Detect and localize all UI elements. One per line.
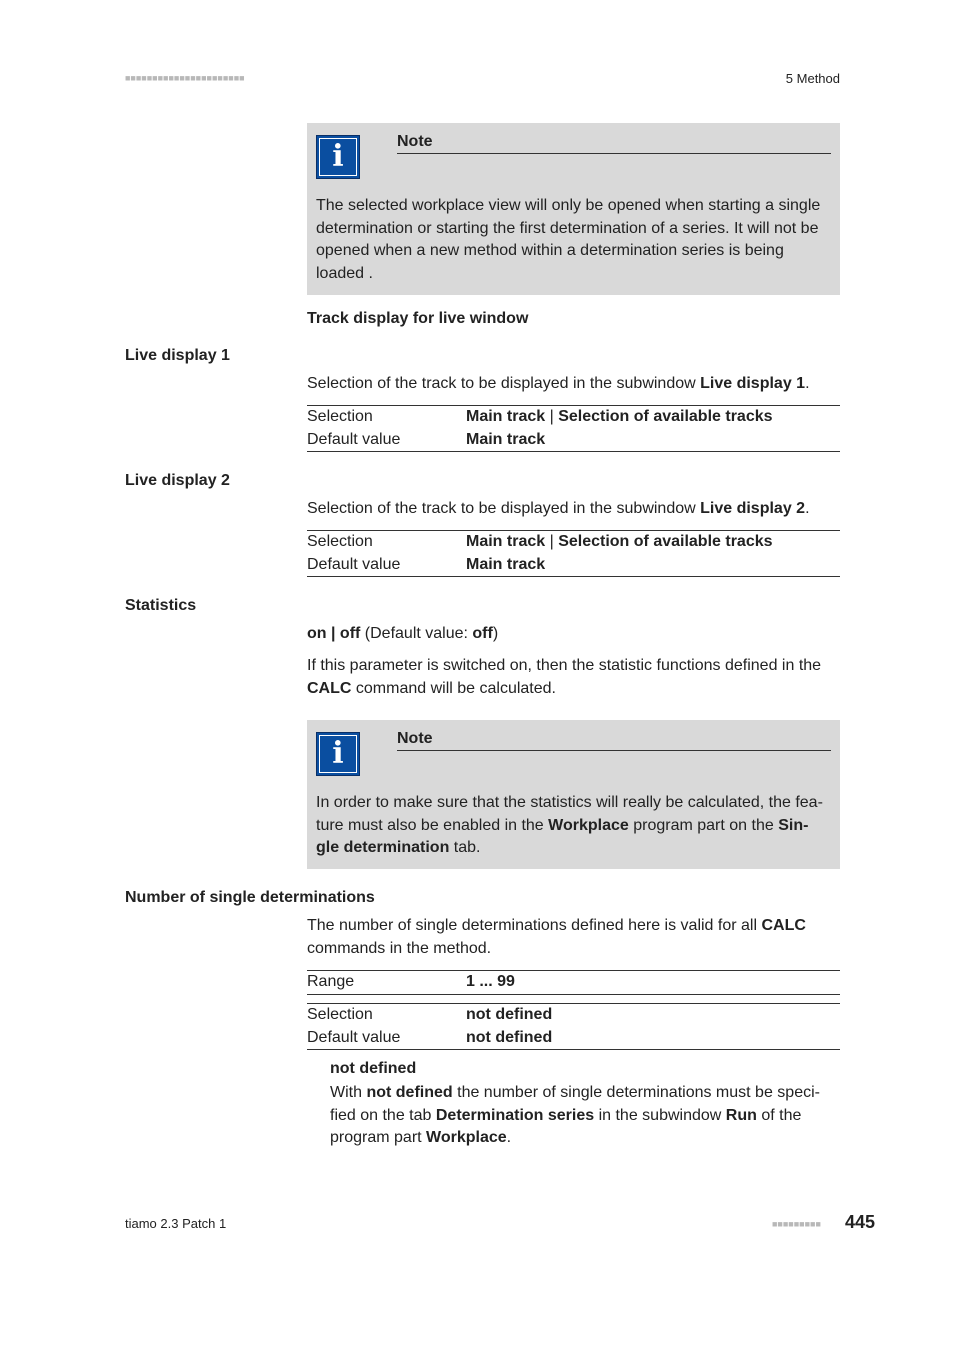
header-marker: ■■■■■■■■■■■■■■■■■■■■■■ bbox=[125, 73, 245, 83]
info-icon: i bbox=[316, 732, 360, 776]
page-number: 445 bbox=[845, 1212, 876, 1232]
table-value: not defined bbox=[466, 1006, 553, 1023]
table-key: Default value bbox=[307, 555, 401, 573]
param-table bbox=[307, 530, 840, 577]
param-description: If this parameter is switched on, then the statistic functions defined in the CALC command will be calculated. bbox=[307, 657, 822, 697]
param-table bbox=[307, 1003, 840, 1050]
param-description: Selection of the track to be displayed in the subwindow Live display 2. bbox=[307, 500, 810, 517]
footer-product: tiamo 2.3 Patch 1 bbox=[125, 1216, 227, 1231]
note-text: The selected workplace view will only be opened when starting a single determination or starting the first determination of a series. It will not be opened when a new method within a determination series is being loaded . bbox=[316, 197, 821, 282]
table-key: Selection bbox=[307, 1006, 373, 1023]
param-description: Selection of the track to be displayed in the subwindow Live display 1. bbox=[307, 375, 810, 392]
param-label-live-display-1: Live display 1 bbox=[125, 347, 230, 364]
section-title: Track display for live window bbox=[307, 310, 529, 327]
note-text: In order to make sure that the statistics will really be calculated, the fea-ture must also be enabled in the Workplace program part on the Sin-gle determination tab. bbox=[316, 794, 823, 856]
table-key: Selection bbox=[307, 533, 373, 550]
table-value: Main track | Selection of available tracks bbox=[466, 533, 773, 550]
table-value: Main track | Selection of available tracks bbox=[466, 408, 773, 425]
range-table bbox=[307, 970, 840, 995]
table-value: not defined bbox=[466, 1028, 553, 1046]
param-table bbox=[307, 405, 840, 452]
option-description: With not defined the number of single determinations must be speci-fied on the tab Determination series in the subwindow Run of the program part Workplace. bbox=[330, 1084, 820, 1146]
table-value: 1 ... 99 bbox=[466, 973, 515, 990]
table-key: Selection bbox=[307, 408, 373, 425]
param-label-live-display-2: Live display 2 bbox=[125, 472, 230, 489]
table-key: Range bbox=[307, 973, 355, 990]
note-title: Note bbox=[397, 133, 831, 154]
table-key: Default value bbox=[307, 1028, 401, 1046]
table-key: Default value bbox=[307, 430, 401, 448]
note-box bbox=[307, 720, 840, 869]
table-value: Main track bbox=[466, 555, 546, 573]
table-value: Main track bbox=[466, 430, 546, 448]
chapter-title: 5 Method bbox=[785, 71, 840, 86]
footer-marker: ■■■■■■■■■ bbox=[772, 1219, 821, 1229]
note-box bbox=[307, 123, 840, 295]
param-description: The number of single determinations defined here is valid for all CALC commands in the method. bbox=[307, 917, 806, 957]
param-label-statistics: Statistics bbox=[125, 597, 197, 614]
note-title: Note bbox=[397, 730, 831, 751]
param-options: on | off (Default value: off) bbox=[307, 625, 499, 642]
param-label-single-determinations: Number of single determinations bbox=[125, 889, 375, 906]
info-icon: i bbox=[316, 135, 360, 179]
option-title: not defined bbox=[330, 1060, 417, 1077]
